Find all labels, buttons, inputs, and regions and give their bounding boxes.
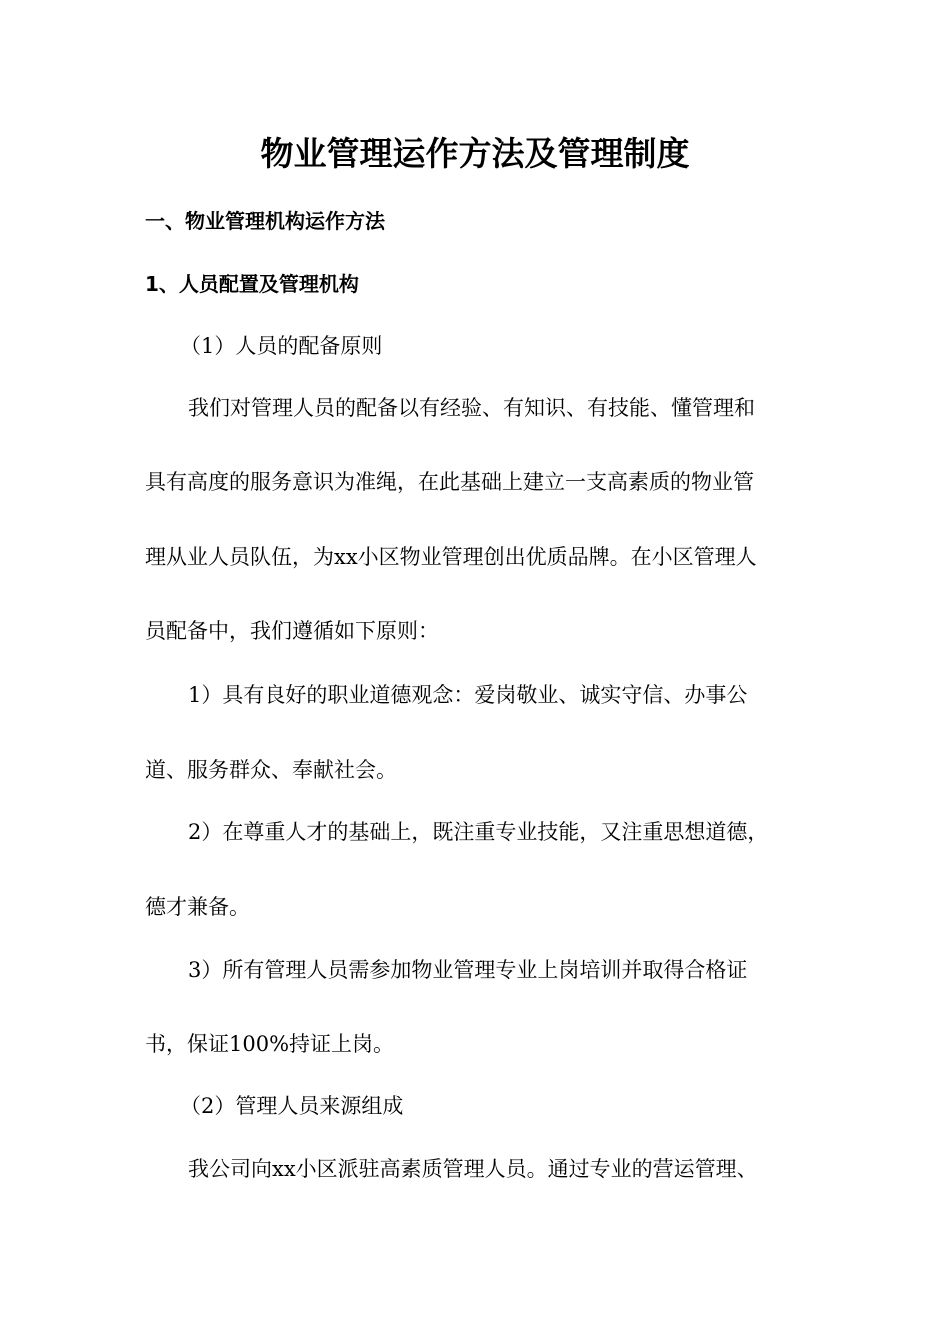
list-item-line: 3）所有管理人员需参加物业管理专业上岗培训并取得合格证 [188, 958, 748, 982]
list-item-line: 1）具有良好的职业道德观念：爱岗敬业、诚实守信、办事公 [188, 683, 748, 707]
list-item-line: 德才兼备。 [145, 895, 250, 919]
paragraph-line: 员配备中，我们遵循如下原则： [145, 619, 439, 643]
page-title: 物业管理运作方法及管理制度 [260, 134, 690, 173]
paragraph-line: 我们对管理人员的配备以有经验、有知识、有技能、懂管理和 [188, 396, 755, 420]
paragraph-line: 我公司向xx小区派驻高素质管理人员。通过专业的营运管理、 [188, 1157, 758, 1181]
item-heading-staffing-principles: （1）人员的配备原则 [180, 334, 383, 358]
paragraph-line: 理从业人员队伍，为xx小区物业管理创出优质品牌。在小区管理人 [145, 545, 757, 569]
subsection-heading: 1、人员配置及管理机构 [145, 272, 359, 296]
list-item-line: 书，保证100%持证上岗。 [145, 1032, 395, 1056]
section-heading: 一、物业管理机构运作方法 [145, 209, 385, 233]
item-heading-staff-sources: （2）管理人员来源组成 [180, 1094, 404, 1118]
paragraph-line: 具有高度的服务意识为准绳，在此基础上建立一支高素质的物业管 [145, 470, 754, 494]
list-item-line: 2）在尊重人才的基础上，既注重专业技能，又注重思想道德， [188, 820, 769, 844]
list-item-line: 道、服务群众、奉献社会。 [145, 758, 397, 782]
